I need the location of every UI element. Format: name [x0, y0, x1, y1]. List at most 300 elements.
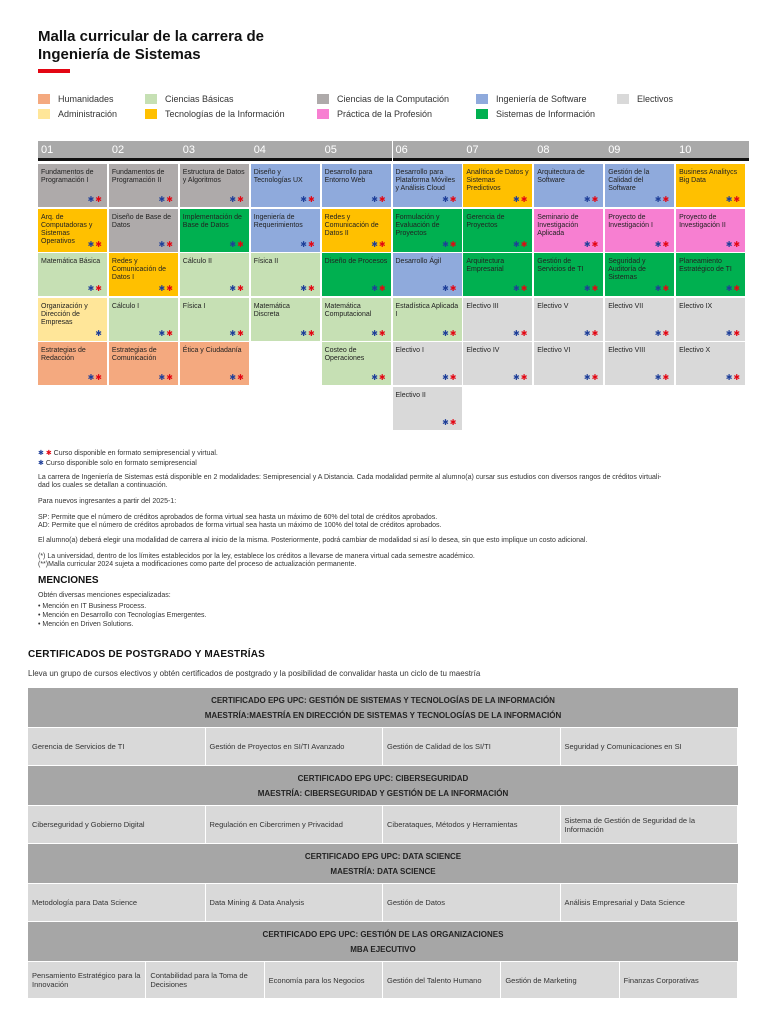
star-red-icon: ✱: [166, 284, 174, 294]
course-modality-stars: [300, 330, 315, 338]
course-modality-stars: [158, 196, 173, 204]
course-modality-stars: [584, 285, 599, 293]
star-red-icon: ✱: [237, 328, 245, 338]
course-modality-stars: [300, 241, 315, 249]
star-red-icon: ✱: [449, 195, 458, 204]
star-blue-icon: ✱: [158, 328, 167, 338]
course-cell: [393, 387, 462, 430]
course-cell: [463, 164, 532, 207]
course-cell: [463, 342, 532, 385]
course-modality-stars: [158, 330, 173, 338]
course-cell: [605, 253, 674, 296]
star-blue-icon: ✱: [87, 195, 96, 204]
star-red-icon: ✱: [591, 195, 600, 204]
course-modality-stars: [158, 241, 173, 249]
star-red-icon: ✱: [95, 195, 103, 204]
course-modality-stars: [726, 330, 741, 338]
star-blue-icon: ✱: [87, 284, 96, 294]
legend-label: Administración: [58, 109, 118, 119]
certificate-course: Análisis Empresarial y Data Science: [561, 884, 738, 921]
course-cell: [180, 209, 249, 252]
star-red-icon: ✱: [733, 373, 742, 383]
star-blue-icon: ✱: [38, 450, 44, 457]
star-red-icon: ✱: [449, 284, 458, 294]
star-red-icon: ✱: [307, 239, 316, 249]
course-modality-stars: [88, 374, 103, 382]
course-cell: [38, 253, 107, 296]
legend-label: Tecnologías de la Información: [165, 109, 285, 119]
column-header: 01: [38, 141, 109, 161]
legend-item: [145, 94, 234, 104]
star-red-icon: ✱: [45, 450, 52, 457]
star-blue-icon: ✱: [371, 239, 379, 249]
course-name: Seminario de Investigación Aplicada: [537, 213, 579, 237]
star-red-icon: ✱: [378, 239, 387, 249]
star-red-icon: ✱: [733, 195, 742, 204]
star-blue-icon: ✱: [583, 195, 592, 204]
star-red-icon: ✱: [237, 373, 245, 383]
course-modality-stars: [229, 330, 244, 338]
course-modality-stars: [584, 196, 599, 204]
course-name: Estructura de Datos y Algoritmos: [182, 169, 245, 184]
star-red-icon: ✱: [307, 328, 316, 338]
course-name: Estadística Aplicada I: [395, 302, 459, 318]
course-modality-stars: [726, 241, 741, 249]
certificate-course: Metodología para Data Science: [28, 884, 205, 921]
course-cell: [38, 342, 107, 385]
certificate-course: Sistema de Gestión de Seguridad de la Información: [561, 806, 738, 843]
course-cell: [109, 253, 178, 296]
course-name: Física II: [253, 258, 279, 266]
certificados-subtitle: Lleva un grupo de cursos electivos y obtén certificados de postgrado y la posibilidad de convalidar hasta un ciclo de tu maestría: [28, 669, 481, 678]
star-blue-icon: ✱: [158, 373, 167, 383]
star-blue-icon: ✱: [583, 239, 592, 249]
course-cell: [393, 298, 462, 341]
column-header: 04: [251, 141, 322, 161]
legend-both-text: Curso disponible en formato semipresencial y virtual.: [53, 450, 218, 457]
star-blue-icon: ✱: [38, 460, 44, 467]
legend-label: Sistemas de Información: [496, 109, 596, 119]
star-red-icon: ✱: [95, 284, 103, 294]
course-cell: [251, 164, 320, 207]
course-name: Fundamentos de Programación I: [41, 169, 94, 184]
certificate-course: Ciberseguridad y Gobierno Digital: [28, 806, 205, 843]
legend-swatch: [38, 109, 50, 119]
course-modality-stars: [513, 196, 528, 204]
course-modality-stars: [442, 285, 457, 293]
course-cell: [463, 253, 532, 296]
course-name: Cálculo I: [111, 302, 140, 310]
star-blue-icon: ✱: [158, 195, 167, 204]
course-name: Gerencia de Proyectos: [466, 213, 505, 229]
course-modality-stars: [229, 285, 244, 293]
course-modality-stars: [655, 374, 670, 382]
mencion-item: • Mención en Driven Solutions.: [38, 621, 134, 628]
certificate-course: Gestión de Datos: [383, 884, 560, 921]
menciones-title: MENCIONES: [38, 575, 99, 586]
legend-item: [317, 94, 449, 104]
course-name: Analítica de Datos y Sistemas Predictivos: [466, 169, 529, 192]
course-cell: [605, 209, 674, 252]
course-name: Desarrollo para Entorno Web: [324, 169, 373, 184]
mencion-item: • Mención en IT Business Process.: [38, 603, 147, 610]
course-name: Estrategias de Comunicación: [111, 347, 157, 363]
star-blue-icon: ✱: [512, 373, 521, 383]
note-paragraph: dad los cuales se detallan a continuación.: [38, 482, 168, 489]
course-name: Electivo IX: [679, 302, 713, 310]
course-name: Planeamiento Estratégico de TI: [679, 258, 732, 274]
course-name: Electivo II: [395, 392, 426, 399]
legend-item: [476, 94, 587, 104]
course-modality-stars: [300, 196, 315, 204]
star-blue-icon: ✱: [512, 284, 521, 294]
course-modality-stars: [442, 419, 457, 427]
star-red-icon: ✱: [662, 284, 671, 294]
course-name: Estrategias de Redacción: [41, 347, 86, 363]
star-red-icon: ✱: [449, 373, 458, 383]
course-name: Matemática Discreta: [253, 302, 290, 318]
course-name: Electivo VII: [608, 302, 644, 310]
star-blue-icon: ✱: [442, 373, 450, 383]
star-blue-icon: ✱: [442, 239, 450, 249]
star-red-icon: ✱: [237, 284, 245, 294]
course-cell: [251, 253, 320, 296]
course-modality-stars: [95, 330, 103, 338]
course-cell: [322, 209, 391, 252]
star-blue-icon: ✱: [512, 195, 521, 204]
certificate-course: Contabilidad para la Toma de Decisiones: [146, 962, 263, 998]
certificate-name: CERTIFICADO EPG UPC: DATA SCIENCE: [304, 852, 462, 861]
course-cell: [676, 298, 745, 341]
course-name: Ética y Ciudadanía: [182, 347, 242, 355]
course-modality-stars: [442, 196, 457, 204]
star-red-icon: ✱: [166, 239, 174, 249]
course-cell: [109, 209, 178, 252]
course-name: Proyecto de Investigación I: [608, 213, 653, 229]
note-paragraph: Para nuevos ingresantes a partir del 2025-1:: [38, 498, 177, 505]
course-cell: [534, 298, 603, 341]
column-header: 08: [534, 141, 605, 161]
title-accent-bar: [38, 69, 70, 73]
certificate-name: CERTIFICADO EPG UPC: GESTIÓN DE LAS ORGANIZACIONES: [262, 930, 504, 939]
course-modality-stars: [726, 196, 741, 204]
star-red-icon: ✱: [166, 373, 174, 383]
course-modality-stars: [655, 285, 670, 293]
course-cell: [251, 209, 320, 252]
masters-name: MAESTRÍA:MAESTRÍA EN DIRECCIÓN DE SISTEMAS Y TECNOLOGÍAS DE LA INFORMACIÓN: [204, 711, 562, 720]
star-red-icon: ✱: [591, 373, 600, 383]
star-blue-icon: ✱: [300, 328, 308, 338]
course-modality-stars: [371, 285, 386, 293]
course-modality-stars: [158, 374, 173, 382]
star-blue-icon: ✱: [725, 284, 734, 294]
star-red-icon: ✱: [95, 373, 103, 383]
title-line-2: Ingeniería de Sistemas: [38, 46, 201, 63]
certificate-course: Data Mining & Data Analysis: [206, 884, 383, 921]
star-blue-icon: ✱: [300, 239, 308, 249]
star-blue-icon: ✱: [583, 373, 592, 383]
certificate-header: [28, 922, 738, 961]
course-name: Redes y Comunicación de Datos I: [111, 258, 166, 282]
course-cell: [463, 298, 532, 341]
legend-swatch: [38, 94, 50, 104]
note-paragraph: El alumno(a) deberá elegir una modalidad de carrera al inicio de la misma. Posteriormente, podrá cambiar de modalidad si así lo desea, sin que esto implique un costo adicional.: [38, 537, 588, 544]
course-cell: [38, 164, 107, 207]
star-red-icon: ✱: [307, 195, 316, 204]
certificate-course: Gestión del Talento Humano: [383, 962, 500, 998]
certificate-course: Seguridad y Comunicaciones en SI: [561, 728, 738, 765]
course-modality-stars: [442, 330, 457, 338]
star-red-icon: ✱: [591, 239, 600, 249]
legend-label: Ciencias de la Computación: [337, 94, 450, 104]
course-name: Arquitectura de Software: [537, 169, 585, 184]
note-paragraph: (**)Malla curricular 2024 sujeta a modificaciones como parte del proceso de actualización permanente.: [38, 561, 357, 568]
star-red-icon: ✱: [307, 284, 316, 294]
star-red-icon: ✱: [591, 328, 600, 338]
column-header: 02: [109, 141, 180, 161]
certificate-course: Ciberataques, Métodos y Herramientas: [383, 806, 560, 843]
course-cell: [109, 164, 178, 207]
masters-name: MAESTRÍA: DATA SCIENCE: [330, 867, 436, 876]
legend-item: [145, 109, 285, 119]
course-name: Arq. de Computadoras y Sistemas Operativos: [41, 213, 93, 245]
page-title: [38, 28, 264, 64]
course-name: Electivo IV: [466, 347, 500, 355]
course-name: Física I: [182, 302, 206, 310]
course-cell: [393, 164, 462, 207]
course-cell: [534, 342, 603, 385]
star-blue-icon: ✱: [654, 284, 663, 294]
course-name: Ingeniería de Requerimientos: [253, 213, 303, 229]
course-name: Electivo VI: [537, 347, 571, 355]
course-cell: [109, 342, 178, 385]
course-name: Matemática Computacional: [324, 302, 372, 318]
certificate-header: [28, 688, 738, 727]
course-name: Fundamentos de Programación II: [111, 169, 165, 184]
course-cell: [676, 253, 745, 296]
course-name: Business Analitycs Big Data: [679, 169, 738, 184]
star-blue-icon: ✱: [229, 284, 238, 294]
legend-swatch: [476, 94, 488, 104]
certificados-title: CERTIFICADOS DE POSTGRADO Y MAESTRÍAS: [28, 649, 266, 660]
course-cell: [605, 164, 674, 207]
star-red-icon: ✱: [449, 418, 458, 427]
course-modality-stars: [88, 285, 103, 293]
course-name: Gestión de la Calidad del Software: [608, 169, 650, 192]
certificate-name: CERTIFICADO EPG UPC: GESTIÓN DE SISTEMAS Y TECNOLOGÍAS DE LA INFORMACIÓN: [211, 696, 555, 705]
course-modality-stars: [229, 374, 244, 382]
star-blue-icon: ✱: [95, 328, 103, 338]
star-red-icon: ✱: [662, 373, 671, 383]
course-name: Proyecto de Investigación II: [679, 213, 726, 229]
star-blue-icon: ✱: [725, 328, 734, 338]
star-red-icon: ✱: [449, 328, 458, 338]
course-cell: [534, 253, 603, 296]
course-modality-stars: [88, 241, 103, 249]
course-modality-stars: [229, 241, 244, 249]
course-modality-stars: [655, 241, 670, 249]
star-blue-icon: ✱: [371, 195, 379, 204]
star-blue-icon: ✱: [583, 284, 592, 294]
star-red-icon: ✱: [378, 373, 387, 383]
star-red-icon: ✱: [520, 239, 529, 249]
course-cell: [463, 209, 532, 252]
course-cell: [676, 342, 745, 385]
course-name: Diseño y Tecnologías UX: [253, 169, 303, 184]
star-blue-icon: ✱: [442, 328, 450, 338]
star-red-icon: ✱: [662, 328, 671, 338]
course-modality-stars: [442, 241, 457, 249]
certificate-course: Gestión de Proyectos en SI/TI Avanzado: [206, 728, 383, 765]
course-name: Seguridad y Auditoría de Sistemas: [608, 258, 646, 282]
star-blue-icon: ✱: [158, 239, 167, 249]
course-name: Implementación de Base de Datos: [182, 213, 242, 229]
legend-label: Ingeniería de Software: [496, 94, 587, 104]
course-modality-stars: [371, 241, 386, 249]
star-blue-icon: ✱: [87, 373, 96, 383]
note-paragraph: SP: Permite que el número de créditos aprobados de forma virtual sea hasta un máximo de 60% del total de créditos aprobados.: [38, 514, 438, 521]
course-modality-stars: [584, 374, 599, 382]
certificate-header: [28, 844, 738, 883]
star-blue-icon: ✱: [229, 328, 238, 338]
legend-swatch: [617, 94, 629, 104]
star-red-icon: ✱: [733, 284, 742, 294]
course-cell: [322, 298, 391, 341]
star-red-icon: ✱: [166, 195, 174, 204]
column-header: 06: [393, 141, 464, 161]
star-red-icon: ✱: [520, 328, 529, 338]
certificate-course: Pensamiento Estratégico para la Innovación: [28, 962, 145, 998]
course-cell: [180, 298, 249, 341]
course-modality-stars: [584, 330, 599, 338]
masters-name: MAESTRÍA: CIBERSEGURIDAD Y GESTIÓN DE LA INFORMACIÓN: [257, 789, 509, 798]
course-modality-stars: [513, 285, 528, 293]
legend-swatch: [476, 109, 488, 119]
course-cell: [180, 253, 249, 296]
column-header: 07: [463, 141, 534, 161]
course-cell: [180, 342, 249, 385]
title-line-1: Malla curricular de la carrera de: [38, 28, 264, 45]
course-modality-stars: [513, 330, 528, 338]
certificate-course: Economía para los Negocios: [265, 962, 382, 998]
course-cell: [322, 253, 391, 296]
star-blue-icon: ✱: [725, 373, 734, 383]
course-modality-stars: [371, 196, 386, 204]
mencion-item: • Mención en Desarrollo con Tecnologías Emergentes.: [38, 612, 207, 619]
course-modality-stars: [158, 285, 173, 293]
course-modality-stars: [371, 330, 386, 338]
course-name: Electivo V: [537, 302, 569, 310]
masters-name: MBA EJECUTIVO: [350, 945, 416, 954]
course-name: Formulación y Evaluación de Proyectos: [395, 213, 440, 237]
course-modality-stars: [726, 285, 741, 293]
star-red-icon: ✱: [662, 195, 671, 204]
course-name: Diseño de Base de Datos: [111, 213, 172, 229]
course-cell: [38, 209, 107, 252]
star-red-icon: ✱: [378, 328, 387, 338]
star-red-icon: ✱: [591, 284, 600, 294]
menciones-intro: Obtén diversas menciones especializadas:: [38, 592, 171, 599]
legend-item: [476, 109, 595, 119]
legend-semi-text: Curso disponible solo en formato semipresencial: [45, 460, 197, 467]
course-name: Gestión de Servicios de TI: [537, 258, 584, 274]
star-blue-icon: ✱: [512, 328, 521, 338]
column-header: 09: [605, 141, 676, 161]
star-red-icon: ✱: [449, 239, 458, 249]
star-red-icon: ✱: [95, 239, 103, 249]
legend-swatch: [145, 94, 157, 104]
column-header: 03: [180, 141, 251, 161]
course-cell: [676, 164, 745, 207]
star-red-icon: ✱: [520, 195, 529, 204]
course-modality-stars: [513, 374, 528, 382]
star-blue-icon: ✱: [229, 195, 238, 204]
star-blue-icon: ✱: [371, 328, 379, 338]
course-cell: [38, 298, 107, 341]
course-name: Cálculo II: [182, 258, 212, 266]
star-red-icon: ✱: [166, 328, 174, 338]
course-modality-stars: [442, 374, 457, 382]
star-blue-icon: ✱: [512, 239, 521, 249]
star-red-icon: ✱: [378, 195, 387, 204]
column-header: 10: [676, 141, 749, 161]
star-red-icon: ✱: [237, 239, 245, 249]
course-name: Matemática Básica: [41, 258, 101, 266]
star-blue-icon: ✱: [371, 284, 379, 294]
star-blue-icon: ✱: [583, 328, 592, 338]
star-blue-icon: ✱: [442, 418, 450, 427]
course-name: Redes y Comunicación de Datos II: [324, 213, 379, 237]
certificate-course: Gerencia de Servicios de TI: [28, 728, 205, 765]
star-blue-icon: ✱: [300, 195, 308, 204]
certificate-course: Gestión de Marketing: [501, 962, 618, 998]
note-paragraph: (*) La universidad, dentro de los límites establecidos por la ley, establece los créditos a llevarse de manera virtual cada semestre académico.: [38, 553, 475, 560]
course-cell: [322, 164, 391, 207]
legend-swatch: [145, 109, 157, 119]
certificate-name: CERTIFICADO EPG UPC: CIBERSEGURIDAD: [297, 774, 469, 783]
course-cell: [109, 298, 178, 341]
course-cell: [605, 342, 674, 385]
course-name: Electivo I: [395, 347, 424, 355]
course-cell: [322, 342, 391, 385]
course-modality-stars: [655, 196, 670, 204]
legend-label: Práctica de la Profesión: [337, 109, 433, 119]
certificate-header: [28, 766, 738, 805]
star-blue-icon: ✱: [654, 239, 663, 249]
legend-label: Ciencias Básicas: [165, 94, 234, 104]
course-cell: [676, 209, 745, 252]
course-modality-stars: [371, 374, 386, 382]
certificate-course: Regulación en Cibercrimen y Privacidad: [206, 806, 383, 843]
course-cell: [534, 164, 603, 207]
star-blue-icon: ✱: [371, 373, 379, 383]
course-cell: [534, 209, 603, 252]
course-name: Electivo X: [679, 347, 711, 355]
legend-item: [617, 94, 673, 104]
star-red-icon: ✱: [733, 328, 742, 338]
star-blue-icon: ✱: [725, 195, 734, 204]
column-header: 05: [322, 141, 393, 161]
star-blue-icon: ✱: [725, 239, 734, 249]
course-name: Electivo III: [466, 302, 499, 310]
course-cell: [393, 253, 462, 296]
star-red-icon: ✱: [662, 239, 671, 249]
certificate-course: Gestión de Calidad de los SI/TI: [383, 728, 560, 765]
legend-item: [38, 109, 117, 119]
star-red-icon: ✱: [520, 373, 529, 383]
legend-label: Humanidades: [58, 94, 114, 104]
legend-item: [38, 94, 114, 104]
